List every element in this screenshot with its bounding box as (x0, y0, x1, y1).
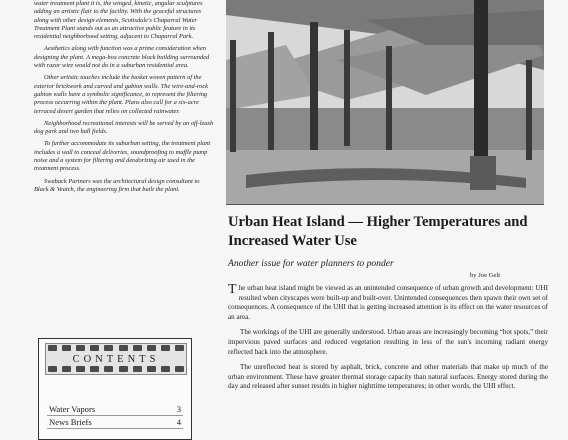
article-body (228, 284, 548, 398)
article-subtitle: Another issue for water planners to ponder (228, 258, 394, 269)
contents-item-label: News Briefs (49, 417, 92, 427)
left-paragraph: Swaback Partners was the architectural design consultant to Black & Veatch, the engineering firm that built the plant. (34, 177, 200, 193)
left-paragraph: Other artistic touches include the basket woven pattern of the exterior brickwork and curved and gabion walls. The wire-and-rock gabion walls have a symbolic significance, to represent the filtering process occurring within the plant. Plans also call for a six-acre terraced desert garden that relies on collected rainwater. (34, 74, 208, 115)
contents-box (38, 338, 192, 440)
contents-header (45, 343, 187, 375)
article-paragraph: The unreflected heat is stored by asphalt, brick, concrete and other materials that make up much of the urban environment. These have greater thermal storage capacity than natural surfaces. Energy stored during the day and released after sunset results in higher nighttime temperatures; in other words, the UHI effect. (228, 363, 548, 391)
decorative-border-top (48, 345, 184, 352)
left-paragraph: Aesthetics along with function was a prime consideration when designing the plant. A mega-box concrete block building surrounded with razor wire would not do in a suburban residential area. (34, 45, 210, 70)
article-paragraph: The workings of the UHI are generally understood. Urban areas are increasingly becoming “hot spots,” their impervious paved surfaces and reduced vegetation resulting in less of the sun's incoming radiant energy reflected back into the atmosphere. (228, 328, 548, 356)
contents-item-label: Water Vapors (49, 404, 96, 414)
decorative-border-bottom (48, 366, 184, 373)
contents-list (47, 403, 183, 429)
article-lead-text: he urban heat island might be viewed as an unintended consequence of urban growth and development: UHI resulted when cityscapes were built-up and built-over. Unintended consequences then spawn their own set of consequences. A consequence of the UHI that is getting increased attention is its effect on the water resources of an area. (228, 284, 548, 321)
left-paragraph: water treatment plant it is, the winged, kinetic, angular sculptures adding an artistic flair to the facility. With the graceful structures along with other design elements, Scottsdale's Chaparral Water Treatment Plant stands out as an attractive public feature in its residential neighborhood setting, adjacent to Chaparral Park. (34, 0, 203, 41)
contents-title: CONTENTS (72, 354, 160, 365)
drop-cap: T (228, 282, 237, 297)
contents-item-news-briefs[interactable] (47, 416, 183, 429)
article-byline: by Joe Gelt (470, 272, 501, 279)
contents-item-water-vapors[interactable] (47, 403, 183, 416)
contents-item-page: 4 (176, 417, 181, 427)
contents-item-page: 3 (176, 404, 181, 414)
article-lead-paragraph (228, 284, 548, 322)
article-title: Urban Heat Island — Higher Temperatures and Increased Water Use (228, 214, 528, 249)
photo-illustration (226, 0, 544, 204)
left-paragraph: Neighborhood recreational interests will be served by an off-leash dog park and two ball fields. (34, 119, 214, 136)
shade-sails-photo (226, 0, 544, 205)
left-paragraph: To further accommodate its suburban setting, the treatment plant includes a wall to conceal deliveries, soundproofing to muffle pump noise and a system for filtering and deodorizing air used in the treatment process. (34, 140, 211, 173)
